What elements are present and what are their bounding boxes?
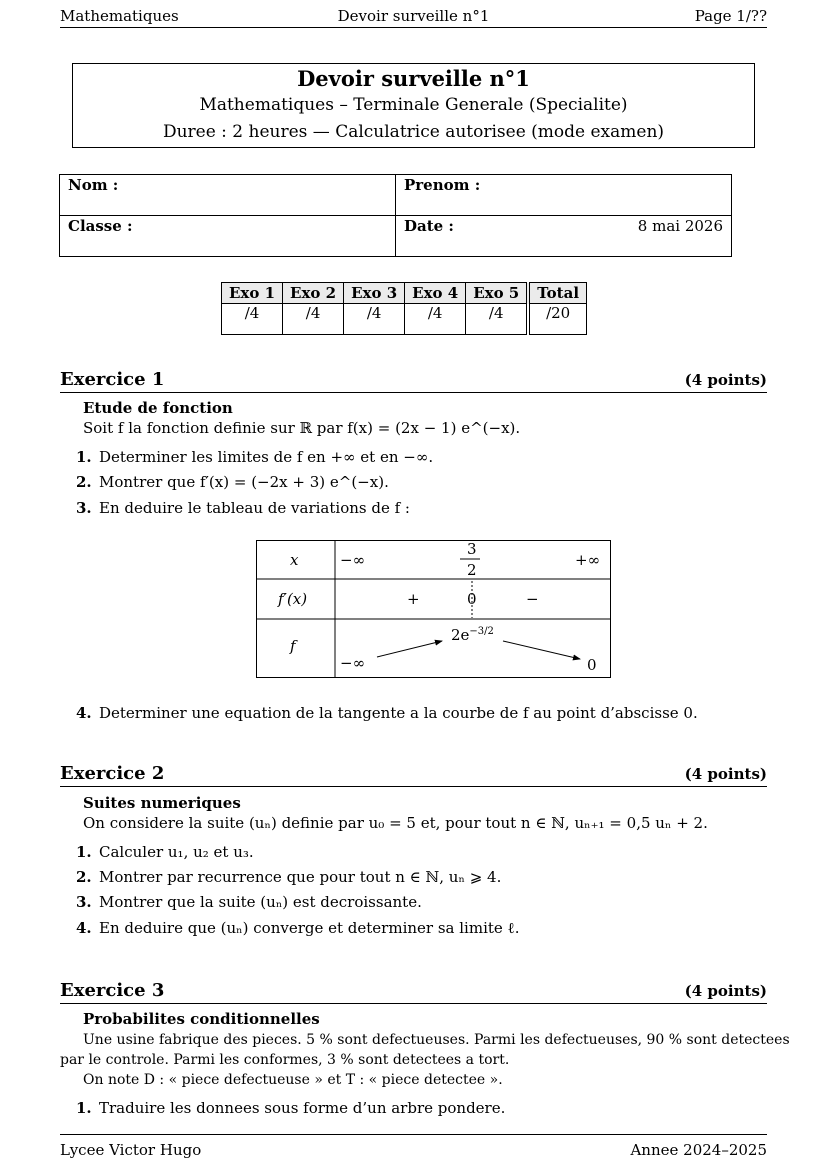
question-text: En deduire que (uₙ) converge et determiner sa limite ℓ. (99, 919, 520, 937)
question-number: 1. (76, 843, 92, 861)
exercise-intro-line-2: par le controle. Parmi les conformes, 3 % sont detectees a tort. (60, 1052, 510, 1068)
exercise-intro-line-3: On note D : « piece defectueuse » et T : « piece detectee ». (83, 1072, 503, 1088)
x-mid-denominator: 2 (467, 561, 477, 579)
sign-left: + (407, 590, 420, 608)
question (76, 499, 410, 517)
question (76, 868, 501, 886)
running-footer (60, 1134, 767, 1159)
question-text: Montrer par recurrence que pour tout n ∈ ℕ, uₙ ⩾ 4. (99, 868, 502, 886)
question (76, 893, 422, 911)
prenom-cell[interactable] (396, 175, 732, 216)
question (76, 473, 389, 491)
f-right-value: 0 (587, 656, 597, 674)
question-number: 4. (76, 704, 92, 722)
score-header: Exo 1 (222, 283, 283, 304)
score-cell: /4 (466, 304, 529, 335)
question (76, 843, 254, 861)
header-title: Devoir surveille n°1 (337, 7, 490, 25)
f-max-value: $2e^{-3/2}$ (451, 626, 494, 644)
row-label-derivative: f′(x) (278, 590, 308, 608)
date-value: 8 mai 2026 (637, 217, 723, 235)
exercise-title: Exercice 2 (60, 763, 165, 784)
question (76, 919, 520, 938)
exam-title: Devoir surveille n°1 (297, 66, 530, 91)
question-number: 4. (76, 919, 92, 937)
x-left-value: −∞ (340, 551, 366, 569)
exercise-intro: Soit f la fonction definie sur ℝ par f(x) = (2x − 1) e^(−x). (83, 419, 521, 437)
footer-year: Annee 2024–2025 (630, 1141, 767, 1159)
question-number: 2. (76, 473, 92, 491)
question-text: Montrer que f′(x) = (−2x + 3) e^(−x). (99, 473, 389, 491)
question-number: 1. (76, 448, 92, 466)
score-header: Exo 2 (283, 283, 344, 304)
question-number: 3. (76, 499, 92, 517)
score-cell: /4 (283, 304, 344, 335)
score-cell: /4 (344, 304, 405, 335)
f-left-value: −∞ (340, 654, 366, 672)
date-label: Date : (404, 217, 454, 235)
exercise-intro: On considere la suite (uₙ) definie par u₀ = 5 et, pour tout n ∈ ℕ, uₙ₊₁ = 0,5 uₙ + 2. (83, 814, 708, 832)
score-table (221, 282, 587, 335)
exercise-subtitle: Suites numeriques (83, 794, 241, 812)
exercise-points: (4 points) (684, 765, 767, 783)
exercise-subtitle: Etude de fonction (83, 399, 233, 417)
x-right-value: +∞ (575, 551, 601, 569)
classe-cell[interactable] (60, 216, 396, 257)
classe-label: Classe : (68, 217, 133, 235)
question (76, 448, 433, 466)
question-text: Determiner une equation de la tangente a la courbe de f au point d’abscisse 0. (99, 704, 698, 722)
exercise-intro-line-1: Une usine fabrique des pieces. 5 % sont defectueuses. Parmi les defectueuses, 90 % sont detectees (83, 1032, 790, 1048)
variation-table-grid (256, 540, 611, 679)
title-box (72, 63, 755, 148)
exercise-subtitle: Probabilites conditionnelles (83, 1010, 320, 1028)
score-header: Exo 5 (466, 283, 529, 304)
exercise-points: (4 points) (684, 982, 767, 1000)
question (76, 704, 698, 722)
score-cell-total: /20 (528, 304, 586, 335)
question-text: Calculer u₁, u₂ et u₃. (99, 843, 254, 861)
exercise-3-heading (60, 979, 767, 1004)
footer-school: Lycee Victor Hugo (60, 1141, 202, 1159)
sign-zero: 0 (467, 590, 477, 608)
question-text: En deduire le tableau de variations de f : (99, 499, 410, 517)
exam-subtitle: Mathematiques – Terminale Generale (Specialite) (199, 95, 628, 115)
exercise-title: Exercice 3 (60, 980, 165, 1001)
question-number: 1. (76, 1099, 92, 1117)
date-cell (396, 216, 732, 257)
exercise-title: Exercice 1 (60, 369, 165, 390)
prenom-label: Prenom : (404, 176, 481, 194)
header-page: Page 1/?? (694, 7, 767, 25)
nom-cell[interactable] (60, 175, 396, 216)
question-number: 3. (76, 893, 92, 911)
question-text: Traduire les donnees sous forme d’un arbre pondere. (99, 1099, 506, 1117)
sign-right: − (526, 590, 539, 608)
exercise-1-heading (60, 368, 767, 393)
exercise-points: (4 points) (684, 371, 767, 389)
question-text: Determiner les limites de f en +∞ et en −∞. (99, 448, 434, 466)
row-label-x: x (290, 551, 299, 569)
identity-table (59, 174, 732, 257)
nom-label: Nom : (68, 176, 119, 194)
running-header (60, 7, 767, 28)
question-number: 2. (76, 868, 92, 886)
score-header-total: Total (528, 283, 586, 304)
row-label-f: f (290, 637, 296, 655)
x-mid-numerator: 3 (467, 540, 477, 558)
variation-table (256, 540, 611, 678)
score-cell: /4 (405, 304, 466, 335)
exercise-2-heading (60, 762, 767, 787)
question (76, 1099, 505, 1117)
score-header: Exo 3 (344, 283, 405, 304)
score-header: Exo 4 (405, 283, 466, 304)
exam-info: Duree : 2 heures — Calculatrice autorisee (mode examen) (162, 122, 665, 142)
header-subject: Mathematiques (60, 7, 179, 25)
question-text: Montrer que la suite (uₙ) est decroissante. (99, 893, 422, 911)
decrease-arrow (503, 641, 580, 659)
increase-arrow (377, 641, 442, 657)
score-cell: /4 (222, 304, 283, 335)
